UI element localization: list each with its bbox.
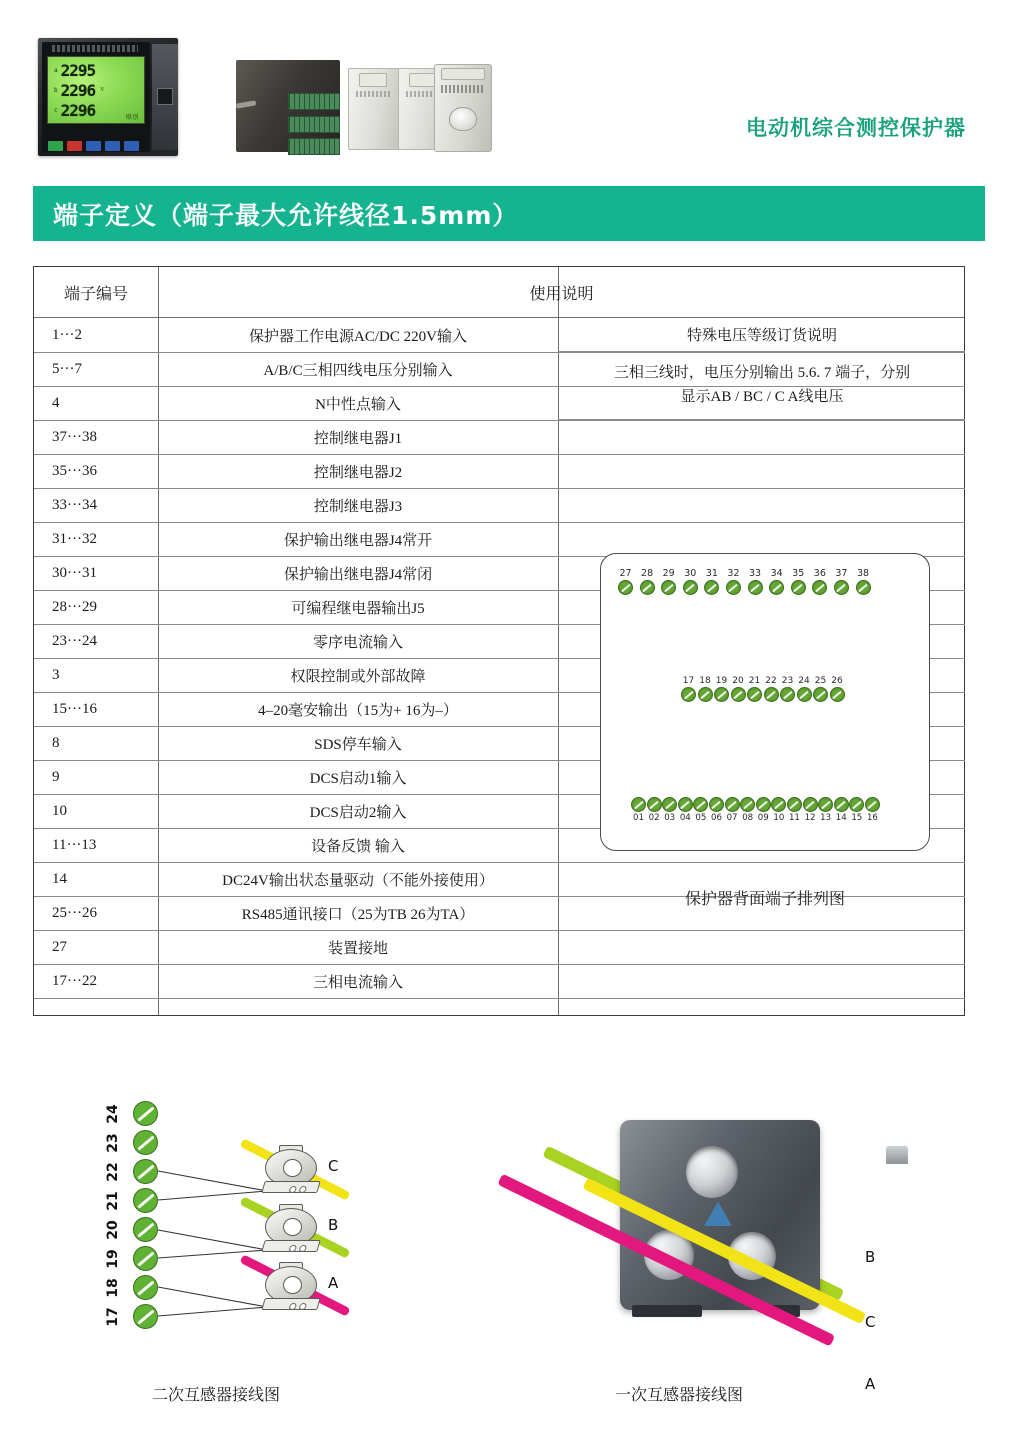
terminal-screw-item <box>856 568 871 595</box>
rear-terminal-layout-diagram <box>600 553 930 851</box>
terminal-screw <box>662 797 677 812</box>
terminal-screw-item <box>780 675 795 702</box>
terminal-number-label: 09 <box>757 813 769 823</box>
terminal-number-label: 19 <box>105 1249 121 1269</box>
terminal-screw-item <box>756 797 771 824</box>
ct-front-label <box>441 85 485 93</box>
terminal-number-label: 38 <box>856 568 870 579</box>
table-cell-description: 权限控制或外部故障 <box>290 668 426 685</box>
terminal-number-label: 33 <box>749 568 762 579</box>
special-voltage-note <box>559 352 965 419</box>
table-cell-terminal-no: 28···29 <box>52 598 97 615</box>
terminal-number-label: 11 <box>788 813 800 823</box>
terminal-screw-item <box>764 675 779 702</box>
terminal-screw-item <box>830 675 845 702</box>
table-cell-terminal-no: 35···36 <box>52 462 97 479</box>
terminal-number-label: 16 <box>866 813 878 823</box>
terminal-screw <box>709 797 724 812</box>
ct-ring-aperture <box>283 1218 302 1236</box>
module-rear-body <box>236 60 340 152</box>
terminal-screw <box>726 580 741 595</box>
terminal-screw <box>714 687 729 702</box>
terminal-dot <box>133 1217 158 1242</box>
ct-ring-phase-c <box>265 1145 317 1191</box>
terminal-screw <box>647 797 662 812</box>
table-cell-terminal-no: 17···22 <box>52 972 97 989</box>
terminal-screw <box>813 687 828 702</box>
terminal-number-label: 24 <box>798 676 810 686</box>
terminal-screw <box>787 797 802 812</box>
meter-brand-strip <box>52 45 138 52</box>
ct-ring-aperture <box>283 1276 302 1294</box>
phase-label-a: A <box>865 1375 876 1393</box>
terminal-screw-item <box>698 675 713 702</box>
table-cell-description: 保护输出继电器J4常开 <box>283 532 433 549</box>
terminal-number-label: 02 <box>648 813 660 823</box>
module-connector <box>288 138 340 155</box>
terminal-screw-item <box>812 568 827 595</box>
terminal-number-label: 18 <box>105 1278 121 1298</box>
ct-module <box>348 68 400 150</box>
primary-ct-wiring-diagram <box>490 1070 910 1393</box>
terminal-screw <box>640 580 655 595</box>
table-cell-description: 三相电流输入 <box>312 974 403 991</box>
terminal-screw <box>618 580 633 595</box>
table-cell-description: N中性点输入 <box>315 396 401 413</box>
terminal-screw <box>834 580 849 595</box>
keypad-button-red <box>67 141 82 151</box>
product-title: 电动机综合测控保护器 <box>746 116 966 140</box>
terminal-number-label: 26 <box>831 676 843 686</box>
table-cell-description: DCS启动2输入 <box>309 804 407 821</box>
terminal-number-label: 30 <box>684 568 697 579</box>
table-cell-terminal-no: 30···31 <box>52 564 97 581</box>
terminal-number-label: 07 <box>726 813 738 823</box>
terminal-dot <box>133 1275 158 1300</box>
module-clip <box>236 100 257 108</box>
terminal-number-label: 01 <box>633 813 644 823</box>
terminal-screw-item <box>678 797 693 824</box>
terminal-screw <box>740 797 755 812</box>
terminal-screw <box>747 687 762 702</box>
ct-ring-phase-b <box>265 1204 317 1250</box>
terminal-screw-item <box>709 797 724 824</box>
terminal-number-label: 32 <box>727 568 740 579</box>
ct-ring-base <box>261 1240 320 1252</box>
module-connector <box>288 116 340 133</box>
terminal-dot <box>133 1101 158 1126</box>
terminal-screw <box>704 580 719 595</box>
terminal-screw <box>856 580 871 595</box>
terminal-number-label: 17 <box>682 676 695 686</box>
table-cell-terminal-no: 4 <box>52 394 60 411</box>
table-cell-terminal-no: 8 <box>52 734 60 751</box>
terminal-number-label: 21 <box>748 676 761 686</box>
terminal-number-label: 23 <box>781 676 794 686</box>
terminal-number-label: 10 <box>773 813 785 823</box>
terminal-screw-item <box>681 675 696 702</box>
terminal-screw-item <box>731 675 746 702</box>
table-cell-description: 4–20毫安输出（15为+ 16为–） <box>258 702 458 719</box>
phase-label-c: C <box>865 1313 876 1331</box>
table-cell-description: 控制继电器J1 <box>313 430 403 447</box>
secondary-terminal-dots <box>133 1095 159 1343</box>
terminal-number-label: 22 <box>105 1162 121 1182</box>
table-header-description: 使用说明 <box>529 283 594 303</box>
terminal-number-label: 28 <box>641 568 654 579</box>
terminal-number-label: 24 <box>105 1104 121 1124</box>
phase-label-b: B <box>328 1216 339 1234</box>
diagram-captions <box>0 1382 1016 1410</box>
primary-ct-caption: 一次互感器接线图 <box>615 1387 744 1404</box>
terminal-number-label: 20 <box>732 676 744 686</box>
lcd-logo: 联创 <box>125 115 139 121</box>
terminal-screw-item <box>740 797 755 824</box>
terminal-screw <box>791 580 806 595</box>
rear-terminal-layout-caption: 保护器背面端子排列图 <box>684 891 845 908</box>
terminal-number-label: 25 <box>814 676 827 686</box>
terminal-screw-item <box>726 568 741 595</box>
ct-ring-aperture <box>283 1159 302 1177</box>
table-header-row <box>34 267 964 317</box>
terminal-screw-item <box>834 797 849 824</box>
terminal-screw-item <box>725 797 740 824</box>
terminal-number-label: 31 <box>705 568 718 579</box>
terminal-number-label: 37 <box>835 568 848 579</box>
terminal-dot <box>133 1159 158 1184</box>
terminal-dot <box>133 1304 158 1329</box>
ct-front-aperture <box>449 107 477 131</box>
terminal-screw <box>661 580 676 595</box>
terminal-screw <box>803 797 818 812</box>
terminal-number-label: 08 <box>742 813 754 823</box>
ct-front-lug <box>441 68 485 80</box>
terminal-screw-item <box>661 568 676 595</box>
terminal-screw-item <box>787 797 802 824</box>
table-cell-terminal-no: 27 <box>52 938 67 955</box>
meter-side-slot <box>157 88 173 105</box>
table-cell-terminal-no: 31···32 <box>52 530 97 547</box>
primary-ct-cable-gland <box>886 1146 908 1164</box>
terminal-screw <box>830 687 845 702</box>
lcd-value: 2296 <box>60 80 96 100</box>
terminal-dot <box>133 1130 158 1155</box>
table-cell-description: 控制继电器J3 <box>313 498 403 515</box>
table-cell-terminal-no: 1···2 <box>52 326 82 343</box>
table-cell-terminal-no: 5···7 <box>52 360 82 377</box>
ct-module-lug <box>359 73 387 87</box>
terminal-screw <box>834 797 849 812</box>
terminal-screw-item <box>618 568 633 595</box>
terminal-screw <box>748 580 763 595</box>
terminal-number-label: 12 <box>804 813 816 823</box>
lcd-phase-label: b <box>54 86 58 94</box>
terminal-number-label: 14 <box>835 813 847 823</box>
terminal-screw <box>780 687 795 702</box>
keypad-button-blue <box>86 141 101 151</box>
terminal-screw <box>865 797 880 812</box>
table-cell-terminal-no: 14 <box>52 870 67 887</box>
keypad-button-blue <box>124 141 139 151</box>
table-cell-terminal-no: 9 <box>52 768 60 785</box>
terminal-screw-item <box>797 675 812 702</box>
table-cell-description: SDS停车输入 <box>314 736 402 753</box>
phase-label-b: B <box>865 1248 876 1266</box>
table-cell-description: 零序电流输入 <box>312 634 403 651</box>
table-cell-terminal-no: 3 <box>52 666 60 683</box>
ct-module-label <box>356 91 392 97</box>
terminal-number-label: 21 <box>105 1191 121 1211</box>
table-cell-description: 保护输出继电器J4常闭 <box>283 566 433 583</box>
primary-ct-foot <box>632 1305 702 1317</box>
terminal-screw-item <box>631 797 646 824</box>
terminal-number-label: 29 <box>662 568 675 579</box>
lcd-phase-label: a <box>54 66 58 74</box>
special-voltage-note-line2: 显示AB / BC / C A线电压 <box>680 388 844 405</box>
terminal-number-label: 27 <box>619 568 632 579</box>
terminal-number-label: 05 <box>695 813 707 823</box>
terminal-screw <box>698 687 713 702</box>
terminal-number-label: 23 <box>105 1133 121 1153</box>
table-cell-description: 装置接地 <box>327 940 388 957</box>
table-cell-terminal-no: 25···26 <box>52 904 97 921</box>
table-cell-description: 设备反馈 输入 <box>311 838 405 855</box>
terminal-screw <box>797 687 812 702</box>
section-banner-title: 端子定义（端子最大允许线径1.5mm） <box>53 200 519 230</box>
lcd-value: 2296 <box>60 100 96 120</box>
terminal-screw <box>631 797 646 812</box>
terminal-screw <box>812 580 827 595</box>
terminal-number-label: 03 <box>664 813 676 823</box>
terminal-screw-item <box>714 675 729 702</box>
terminal-screw-item <box>818 797 833 824</box>
terminal-number-label: 36 <box>813 568 826 579</box>
table-cell-terminal-no: 11···13 <box>52 836 97 853</box>
ct-ring-base <box>261 1298 320 1310</box>
table-cell-terminal-no: 23···24 <box>52 632 97 649</box>
page-header <box>0 0 1016 175</box>
terminal-screw <box>756 797 771 812</box>
table-header-terminal-no: 端子编号 <box>63 283 128 303</box>
terminal-screw-item <box>865 797 880 824</box>
special-voltage-note-line1: 三相三线时，电压分别输出 5.6. 7 端子，分别 <box>613 365 911 382</box>
meter-side-view <box>152 44 178 150</box>
lcd-row <box>54 60 138 80</box>
terminal-bank-bottom <box>631 797 880 824</box>
product-photo-modules <box>228 50 460 158</box>
terminal-number-label: 04 <box>679 813 691 823</box>
terminal-screw-item <box>683 568 698 595</box>
table-cell-description: 保护器工作电源AC/DC 220V输入 <box>249 328 467 345</box>
terminal-number-label: 17 <box>105 1307 121 1327</box>
secondary-ct-caption: 二次互感器接线图 <box>152 1387 281 1404</box>
table-cell-description: A/B/C三相四线电压分别输入 <box>263 362 453 379</box>
keypad-button-blue <box>105 141 120 151</box>
terminal-screw <box>764 687 779 702</box>
terminal-bank-middle <box>681 675 845 702</box>
terminal-number-label: 13 <box>820 813 832 823</box>
terminal-dot <box>133 1246 158 1271</box>
terminal-number-label: 34 <box>770 568 783 579</box>
terminal-number-label: 22 <box>765 676 777 686</box>
primary-ct-aperture-top <box>686 1146 738 1198</box>
terminal-screw-item <box>769 568 784 595</box>
terminal-dot <box>133 1188 158 1213</box>
terminal-screw-item <box>662 797 677 824</box>
primary-ct-logo <box>704 1202 732 1226</box>
terminal-number-label: 35 <box>792 568 805 579</box>
terminal-screw-item <box>791 568 806 595</box>
terminal-screw <box>769 580 784 595</box>
terminal-screw-item <box>849 797 864 824</box>
terminal-screw <box>725 797 740 812</box>
terminal-bank-top <box>618 568 871 595</box>
section-banner <box>33 186 985 241</box>
terminal-number-label: 18 <box>699 676 711 686</box>
terminal-screw <box>683 580 698 595</box>
table-cell-description: 控制继电器J2 <box>313 464 403 481</box>
table-cell-description: DCS启动1输入 <box>309 770 407 787</box>
terminal-screw-item <box>647 797 662 824</box>
phase-label-c: C <box>328 1157 339 1175</box>
lcd-unit: V <box>100 87 105 93</box>
lcd-phase-label: c <box>54 106 58 114</box>
terminal-screw <box>693 797 708 812</box>
table-row-separator <box>34 998 965 999</box>
terminal-screw-item <box>813 675 828 702</box>
terminal-screw <box>681 687 696 702</box>
terminal-screw-item <box>640 568 655 595</box>
terminal-screw-item <box>748 568 763 595</box>
phase-label-a: A <box>328 1274 339 1292</box>
table-cell-terminal-no: 33···34 <box>52 496 97 513</box>
secondary-ct-wiring-diagram <box>95 1095 365 1345</box>
terminal-screw-item <box>834 568 849 595</box>
terminal-screw <box>731 687 746 702</box>
terminal-screw-item <box>747 675 762 702</box>
ct-front-view <box>434 64 492 152</box>
table-cell-description: 可编程继电器输出J5 <box>291 600 425 617</box>
meter-lcd-screen <box>47 56 145 124</box>
module-connector <box>288 93 340 110</box>
terminal-number-label: 20 <box>105 1220 121 1240</box>
terminal-screw <box>678 797 693 812</box>
terminal-number-label: 06 <box>711 813 722 823</box>
terminal-number-label: 19 <box>715 676 728 686</box>
lcd-value: 2295 <box>60 60 96 80</box>
terminal-screw <box>771 797 786 812</box>
terminal-screw-item <box>771 797 786 824</box>
lcd-row <box>54 80 138 100</box>
table-row-separator <box>558 419 965 420</box>
table-cell-description: RS485通讯接口（25为TB 26为TA） <box>241 906 475 923</box>
terminal-screw-item <box>693 797 708 824</box>
ct-ring-base <box>261 1181 320 1193</box>
terminal-number-label: 15 <box>851 813 863 823</box>
special-voltage-header: 特殊电压等级订货说明 <box>686 327 837 344</box>
terminal-screw <box>818 797 833 812</box>
meter-keypad <box>48 141 139 151</box>
terminal-screw <box>849 797 864 812</box>
secondary-terminal-number-labels <box>100 1103 126 1335</box>
terminal-screw-item <box>704 568 719 595</box>
table-cell-terminal-no: 10 <box>52 802 67 819</box>
ct-module-lug <box>409 73 437 87</box>
ct-ring-phase-a <box>265 1262 317 1308</box>
terminal-screw-item <box>803 797 818 824</box>
product-photo-meter <box>38 38 178 156</box>
table-cell-terminal-no: 37···38 <box>52 428 97 445</box>
table-cell-terminal-no: 15···16 <box>52 700 97 717</box>
table-cell-description: DC24V输出状态量驱动（不能外接使用） <box>222 872 494 889</box>
keypad-button-green <box>48 141 63 151</box>
